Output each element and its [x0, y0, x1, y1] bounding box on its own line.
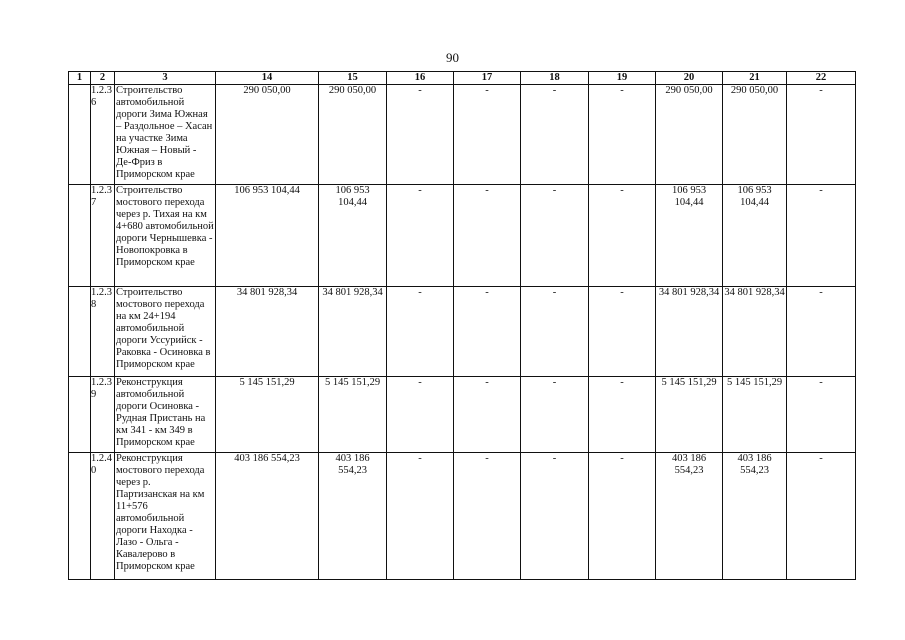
- header-row: [69, 72, 856, 85]
- cell-col17: -: [454, 377, 521, 453]
- cell-col18: -: [521, 185, 589, 287]
- cell-description: Реконструкция автомобильной дороги Осиновка - Рудная Пристань на км 341 - км 349 в Приморском крае: [115, 377, 216, 453]
- cell-col21: 5 145 151,29: [723, 377, 787, 453]
- cell-item-number: 1.2.36: [91, 85, 115, 185]
- cell-col15: 5 145 151,29: [319, 377, 387, 453]
- cell-col18: -: [521, 453, 589, 580]
- cell-col21: 34 801 928,34: [723, 287, 787, 377]
- cell-col17: -: [454, 287, 521, 377]
- cell-col15: 403 186 554,23: [319, 453, 387, 580]
- table-row: [69, 85, 856, 185]
- cell-col1: [69, 185, 91, 287]
- cell-col22: -: [787, 453, 856, 580]
- cell-item-number: 1.2.37: [91, 185, 115, 287]
- cell-col20: 5 145 151,29: [656, 377, 723, 453]
- cell-col19: -: [589, 453, 656, 580]
- cell-col15: 290 050,00: [319, 85, 387, 185]
- cell-col16: -: [387, 287, 454, 377]
- budget-table: [68, 71, 856, 580]
- cell-col1: [69, 453, 91, 580]
- col-header-15: 15: [319, 72, 387, 85]
- col-header-14: 14: [216, 72, 319, 85]
- cell-col21: 290 050,00: [723, 85, 787, 185]
- cell-col17: -: [454, 185, 521, 287]
- cell-col21: 403 186 554,23: [723, 453, 787, 580]
- cell-col1: [69, 287, 91, 377]
- cell-col18: -: [521, 377, 589, 453]
- cell-col19: -: [589, 287, 656, 377]
- cell-col19: -: [589, 185, 656, 287]
- table-row: [69, 453, 856, 580]
- cell-item-number: 1.2.40: [91, 453, 115, 580]
- cell-col20: 106 953 104,44: [656, 185, 723, 287]
- cell-item-number: 1.2.39: [91, 377, 115, 453]
- cell-col1: [69, 85, 91, 185]
- cell-col20: 403 186 554,23: [656, 453, 723, 580]
- cell-col16: -: [387, 185, 454, 287]
- col-header-16: 16: [387, 72, 454, 85]
- col-header-3: 3: [115, 72, 216, 85]
- cell-col16: -: [387, 453, 454, 580]
- cell-col14: 290 050,00: [216, 85, 319, 185]
- cell-col19: -: [589, 85, 656, 185]
- cell-col14: 5 145 151,29: [216, 377, 319, 453]
- col-header-19: 19: [589, 72, 656, 85]
- col-header-20: 20: [656, 72, 723, 85]
- cell-col1: [69, 377, 91, 453]
- col-header-21: 21: [723, 72, 787, 85]
- cell-description: Строительство мостового перехода на км 24+194 автомобильной дороги Уссурийск - Раковка - Осиновка в Приморском крае: [115, 287, 216, 377]
- cell-col18: -: [521, 287, 589, 377]
- col-header-22: 22: [787, 72, 856, 85]
- col-header-17: 17: [454, 72, 521, 85]
- cell-col21: 106 953 104,44: [723, 185, 787, 287]
- cell-col17: -: [454, 85, 521, 185]
- cell-col14: 106 953 104,44: [216, 185, 319, 287]
- cell-col14: 34 801 928,34: [216, 287, 319, 377]
- cell-col15: 34 801 928,34: [319, 287, 387, 377]
- table-row: [69, 287, 856, 377]
- cell-col19: -: [589, 377, 656, 453]
- cell-description: Строительство мостового перехода через р. Тихая на км 4+680 автомобильной дороги Чернышевка - Новопокровка в Приморском крае: [115, 185, 216, 287]
- cell-col16: -: [387, 377, 454, 453]
- cell-col20: 290 050,00: [656, 85, 723, 185]
- table-row: [69, 185, 856, 287]
- cell-description: Реконструкция мостового перехода через р. Партизанская на км 11+576 автомобильной дороги Находка - Лазо - Ольга - Кавалерово в Приморском крае: [115, 453, 216, 580]
- cell-col17: -: [454, 453, 521, 580]
- page-number: 90: [446, 50, 459, 65]
- col-header-1: 1: [69, 72, 91, 85]
- cell-col16: -: [387, 85, 454, 185]
- cell-item-number: 1.2.38: [91, 287, 115, 377]
- cell-col22: -: [787, 377, 856, 453]
- cell-col15: 106 953 104,44: [319, 185, 387, 287]
- cell-col22: -: [787, 185, 856, 287]
- cell-col20: 34 801 928,34: [656, 287, 723, 377]
- cell-col22: -: [787, 287, 856, 377]
- cell-description: Строительство автомобильной дороги Зима Южная – Раздольное – Хасан на участке Зима Южная – Новый - Де-Фриз в Приморском крае: [115, 85, 216, 185]
- cell-col14: 403 186 554,23: [216, 453, 319, 580]
- col-header-2: 2: [91, 72, 115, 85]
- col-header-18: 18: [521, 72, 589, 85]
- table-row: [69, 377, 856, 453]
- cell-col22: -: [787, 85, 856, 185]
- cell-col18: -: [521, 85, 589, 185]
